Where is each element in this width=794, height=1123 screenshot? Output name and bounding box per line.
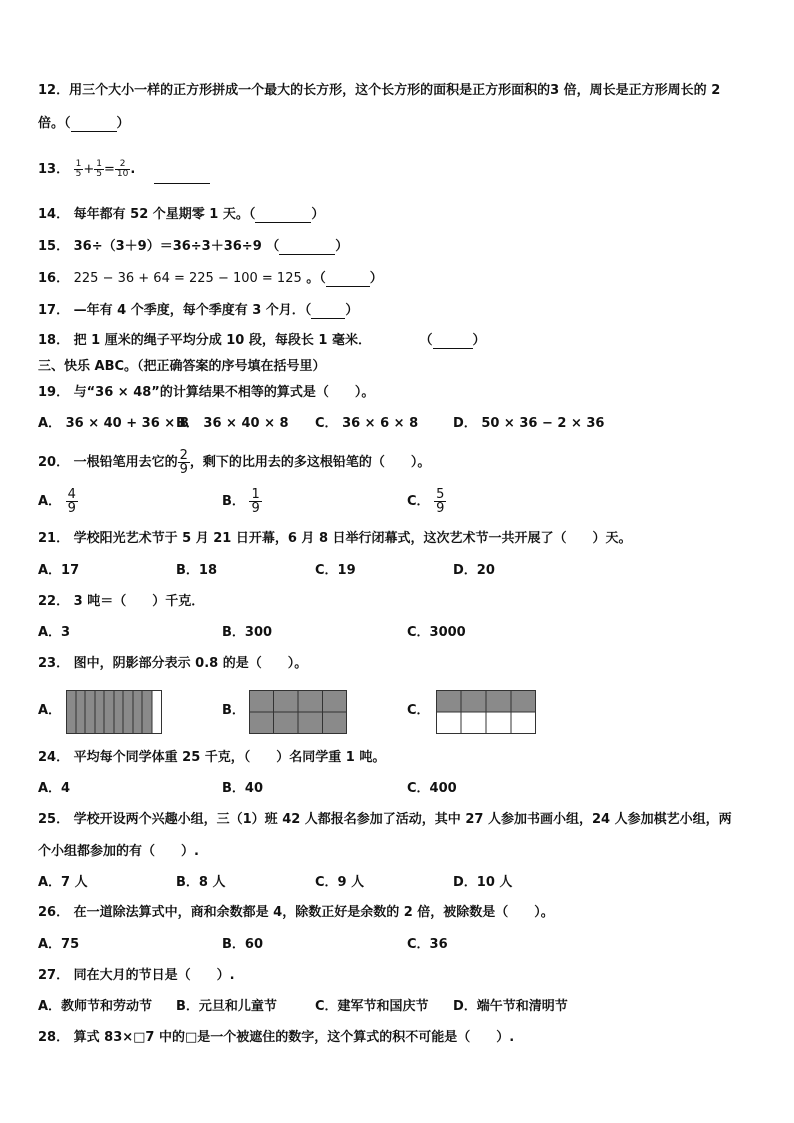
q17-close: ）	[345, 303, 359, 318]
q21-option-d[interactable]: D．20	[453, 563, 495, 578]
q26-stem: 26． 在一道除法算式中，商和余数都是 4，除数正好是余数的 2 倍，被除数是（ ）。	[38, 905, 554, 920]
q16-line	[38, 271, 383, 287]
q25-option-b[interactable]: B．8 人	[176, 875, 226, 890]
q12-prefix: 倍。（	[38, 116, 71, 131]
q15-close: ）	[335, 239, 349, 254]
q19-option-d[interactable]: D． 50 × 36 − 2 × 36	[453, 416, 605, 431]
q26-option-a[interactable]: A．75	[38, 937, 80, 952]
q17-line	[38, 303, 358, 319]
q17-text: 17． —年有 4 个季度，每个季度有 3 个月．（	[38, 303, 312, 318]
q23-figure-a	[66, 690, 162, 734]
q27-option-a[interactable]: A．教师节和劳动节	[38, 999, 153, 1014]
q13-fraction-1: $\frac{1}{5}$	[75, 159, 82, 179]
q12-answer-blank[interactable]	[71, 119, 117, 132]
q13-equals: =	[104, 162, 115, 177]
q20-stem-b: ，剩下的比用去的多这根铅笔的（ ）。	[189, 455, 431, 470]
q15-answer-blank[interactable]	[279, 242, 335, 255]
q24-option-c[interactable]: C．400	[407, 781, 457, 796]
q24-option-b[interactable]: B．40	[222, 781, 263, 796]
q22-option-a[interactable]: A．3	[38, 625, 71, 640]
q15-line	[38, 239, 348, 255]
q23-stem: 23． 图中，阴影部分表示 0.8 的是（ ）。	[38, 656, 308, 671]
q22-option-b[interactable]: B．300	[222, 625, 273, 640]
q12-line1: 12．用三个大小一样的正方形拼成一个最大的长方形，这个长方形的面积是正方形面积的3 倍，周长是正方形周长的 2	[38, 83, 721, 98]
q14-close: ）	[311, 207, 325, 222]
q25-stem-line1: 25． 学校开设两个兴趣小组，三（1）班 42 人都报名参加了活动，其中 27 人参加书画小组，24 人参加棋艺小组，两	[38, 812, 732, 827]
q23-option-b[interactable]: B．	[222, 703, 245, 718]
q20-option-b[interactable]	[222, 485, 262, 519]
q24-stem: 24． 平均每个同学体重 25 千克，（ ）名同学重 1 吨。	[38, 750, 386, 765]
q25-option-c[interactable]: C．9 人	[315, 875, 365, 890]
q22-option-c[interactable]: C．3000	[407, 625, 466, 640]
q20-option-a[interactable]	[38, 485, 78, 519]
q12-suffix: ）	[116, 116, 130, 131]
q27-stem: 27． 同在大月的节日是（ ）.	[38, 968, 235, 983]
q14-answer-blank[interactable]	[255, 210, 311, 223]
q23-figure-c	[436, 690, 536, 734]
q16-answer-blank[interactable]	[326, 274, 370, 287]
section-3-heading: 三、快乐 ABC。（把正确答案的序号填在括号里）	[38, 359, 326, 374]
q13-dot: .	[130, 162, 136, 177]
q18-open: （	[419, 333, 433, 348]
q15-text: 15． 36÷（3＋9）＝36÷3＋36÷9 （	[38, 239, 280, 254]
q16-num: 16．	[38, 271, 70, 286]
q13-plus: +	[83, 162, 95, 177]
q25-option-d[interactable]: D．10 人	[453, 875, 513, 890]
q20-option-c-label: C．	[407, 494, 430, 509]
q21-stem: 21． 学校阳光艺术节于 5 月 21 日开幕，6 月 8 日举行闭幕式，这次艺术节一共开展了（ ）天。	[38, 531, 632, 546]
q19-option-b[interactable]: B． 36 × 40 × 8	[176, 416, 289, 431]
q26-option-b[interactable]: B．60	[222, 937, 263, 952]
q20-option-a-fraction: $\frac{4}{9}$	[67, 487, 76, 516]
q20-stem-fraction: $\frac{2}{9}$	[179, 448, 188, 477]
q13-fraction-3: $\frac{2}{10}$	[116, 159, 129, 179]
q14-line	[38, 207, 324, 223]
q12-line2	[38, 116, 130, 132]
q13-line	[38, 156, 210, 184]
q23-option-a[interactable]: A．	[38, 703, 62, 718]
q13-num: 13．	[38, 162, 70, 177]
q23-option-c[interactable]: C．	[407, 703, 430, 718]
q21-option-a[interactable]: A．17	[38, 563, 80, 578]
q20-option-a-label: A．	[38, 494, 62, 509]
q27-option-d[interactable]: D．端午节和清明节	[453, 999, 568, 1014]
q25-option-a[interactable]: A．7 人	[38, 875, 88, 890]
q21-option-c[interactable]: C．19	[315, 563, 356, 578]
q18-close: ）	[472, 333, 486, 348]
q20-option-b-label: B．	[222, 494, 245, 509]
q20-option-c[interactable]	[407, 485, 446, 519]
q20-option-c-fraction: $\frac{5}{9}$	[436, 487, 445, 516]
q28-stem: 28． 算式 83×□7 中的□是一个被遮住的数字，这个算式的积不可能是（ ）.	[38, 1030, 515, 1045]
q23-figure-b	[249, 690, 347, 734]
q19-option-c[interactable]: C． 36 × 6 × 8	[315, 416, 419, 431]
q13-fraction-2: $\frac{1}{5}$	[96, 159, 102, 179]
q25-stem-line2: 个小组都参加的有（ ）.	[38, 844, 199, 859]
q18-answer-blank[interactable]	[433, 336, 473, 349]
q22-stem: 22． 3 吨＝（ ）千克．	[38, 594, 205, 609]
q19-stem: 19． 与“36 × 48”的计算结果不相等的算式是（ ）。	[38, 385, 375, 400]
q18-text: 18． 把 1 厘米的绳子平均分成 10 段，每段长 1 毫米．	[38, 333, 371, 348]
q24-option-a[interactable]: A．4	[38, 781, 71, 796]
q16-close: ）	[369, 271, 383, 286]
q14-text: 14． 每年都有 52 个星期零 1 天。（	[38, 207, 256, 222]
q16-expression: 225 − 36 + 64 = 225 − 100 = 125	[73, 271, 302, 286]
q19-option-a[interactable]: A． 36 × 40 + 36 × 8	[38, 416, 189, 431]
q20-stem-a: 20． 一根铅笔用去它的	[38, 455, 178, 470]
q26-option-c[interactable]: C．36	[407, 937, 448, 952]
q18-line	[38, 333, 486, 349]
q20-option-b-fraction: $\frac{1}{9}$	[251, 487, 260, 516]
q27-option-b[interactable]: B．元旦和儿童节	[176, 999, 277, 1014]
q16-mid: 。（	[306, 271, 326, 286]
q17-answer-blank[interactable]	[311, 306, 345, 319]
q13-answer-blank[interactable]	[154, 171, 210, 184]
q21-option-b[interactable]: B．18	[176, 563, 217, 578]
q20-stem	[38, 449, 430, 477]
q27-option-c[interactable]: C．建军节和国庆节	[315, 999, 429, 1014]
